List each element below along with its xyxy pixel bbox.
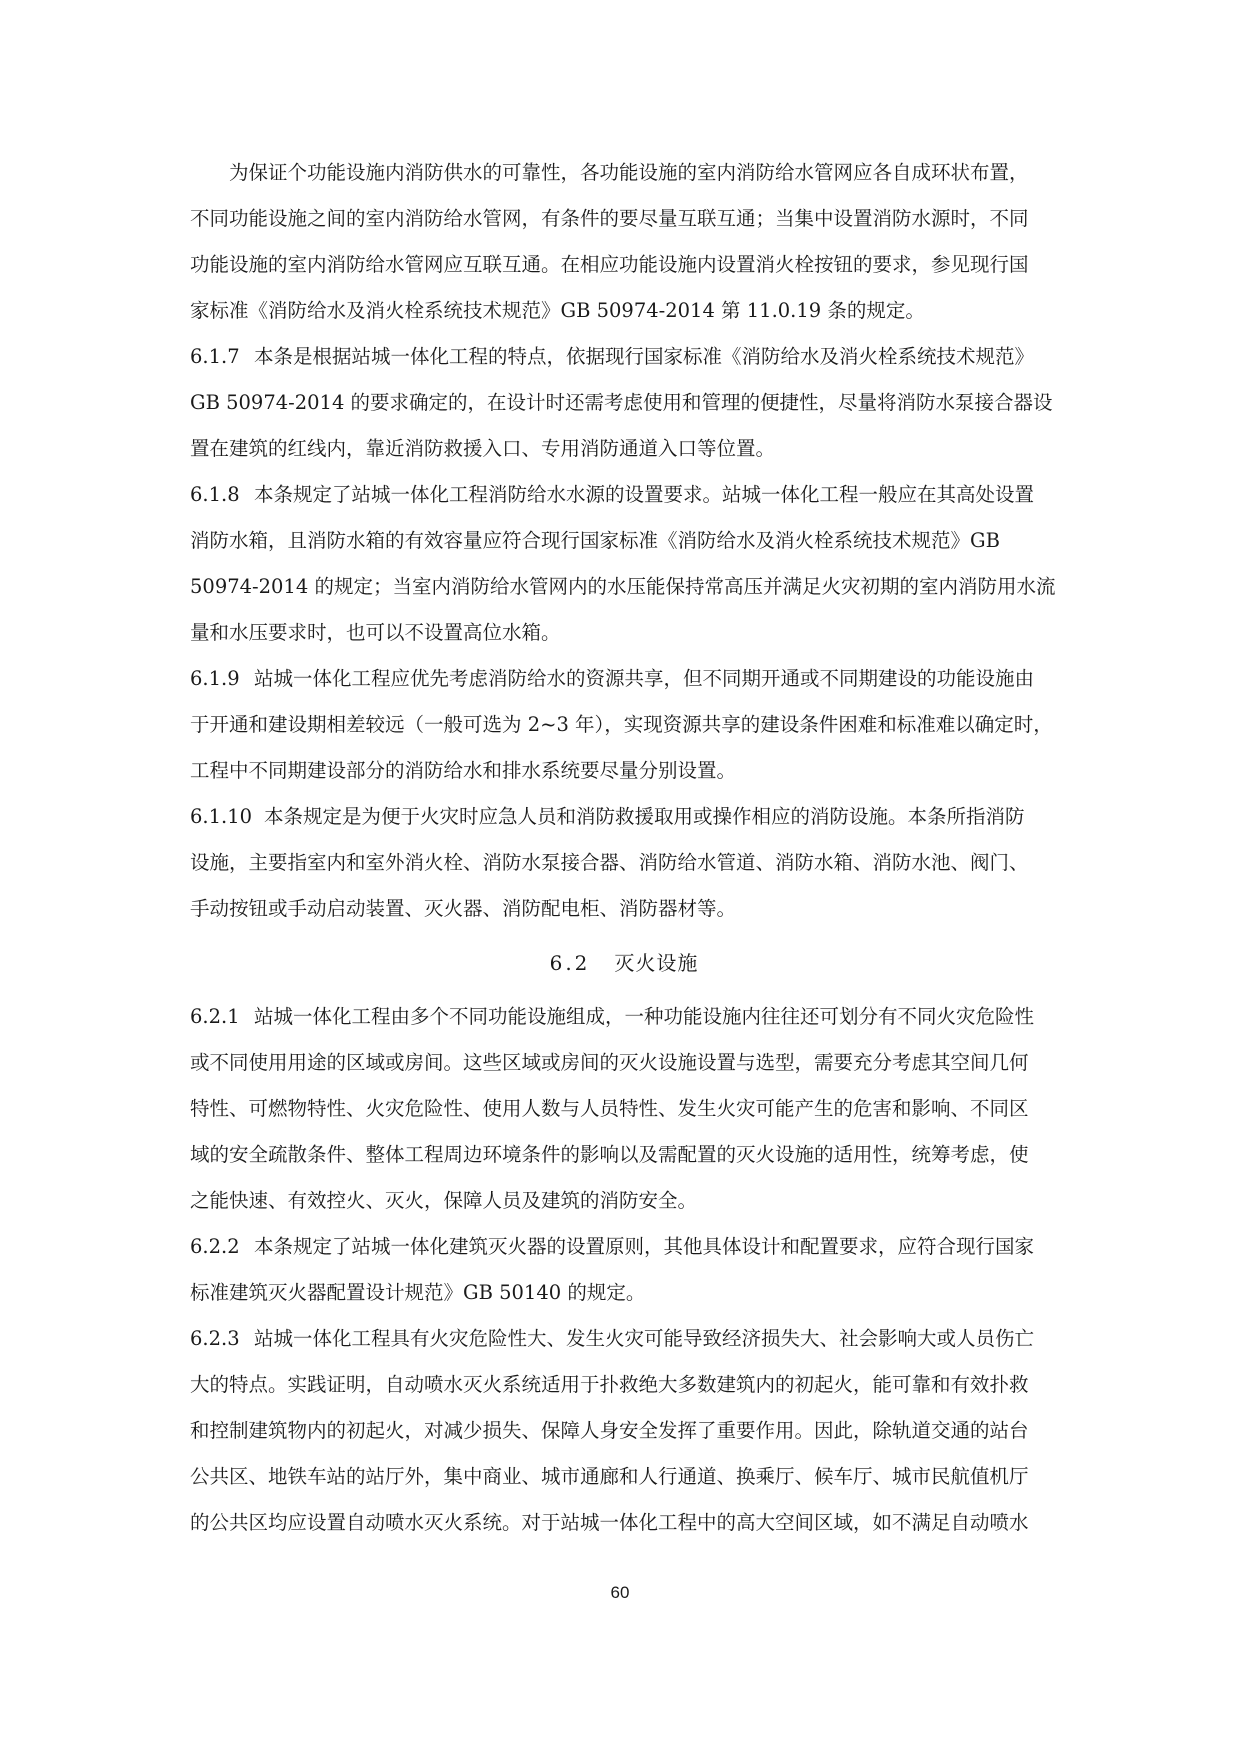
clause-number: 6.1.7 [190, 345, 240, 368]
clause-6-1-10 [190, 794, 1058, 932]
clause-line: 工程中不同期建设部分的消防给水和排水系统要尽量分别设置。 [190, 759, 737, 782]
clause-line: 或不同使用用途的区域或房间。这些区域或房间的灭火设施设置与选型，需要充分考虑其空间几何 [190, 1051, 1029, 1074]
clause-text: 站城一体化工程具有火灾危险性大、发生火灾可能导致经济损失大、社会影响大或人员伤亡 [254, 1327, 1035, 1350]
clause-number: 6.2.1 [190, 1005, 240, 1028]
paragraph-line: 功能设施的室内消防给水管网应互联互通。在相应功能设施内设置消火栓按钮的要求，参见现行国 [190, 253, 1029, 276]
paragraph-line: 家标准《消防给水及消火栓系统技术规范》GB 50974-2014 第 11.0.19 条的规定。 [190, 299, 925, 322]
clause-first-line [190, 794, 1058, 840]
clause-text: 本条规定了站城一体化工程消防给水水源的设置要求。站城一体化工程一般应在其高处设置 [254, 483, 1035, 506]
clause-number: 6.1.9 [190, 667, 240, 690]
page-body [190, 150, 1058, 1546]
clause-text: 站城一体化工程应优先考虑消防给水的资源共享，但不同期开通或不同期建设的功能设施由 [254, 667, 1035, 690]
clause-first-line [190, 334, 1058, 380]
clause-line: 置在建筑的红线内，靠近消防救援入口、专用消防通道入口等位置。 [190, 437, 776, 460]
clause-6-2-2 [190, 1224, 1058, 1316]
clause-line: 域的安全疏散条件、整体工程周边环境条件的影响以及需配置的灭火设施的适用性，统筹考虑，使 [190, 1143, 1029, 1166]
clause-6-1-7 [190, 334, 1058, 472]
clause-line: 之能快速、有效控火、灭火，保障人员及建筑的消防安全。 [190, 1189, 698, 1212]
clause-number: 6.2.2 [190, 1235, 240, 1258]
clause-text: 本条是根据站城一体化工程的特点，依据现行国家标准《消防给水及消火栓系统技术规范》 [254, 345, 1035, 368]
section-title: 灭火设施 [614, 951, 699, 975]
clause-6-2-1 [190, 994, 1058, 1224]
clause-line: 标准建筑灭火器配置设计规范》GB 50140 的规定。 [190, 1281, 646, 1304]
clause-line: 公共区、地铁车站的站厅外，集中商业、城市通廊和人行通道、换乘厅、候车厅、城市民航值机厅 [190, 1465, 1029, 1488]
paragraph-intro [190, 150, 1058, 334]
clause-line: 于开通和建设期相差较远（一般可选为 2~3 年），实现资源共享的建设条件困难和标准难以确定时， [190, 713, 1053, 736]
clause-text: 站城一体化工程由多个不同功能设施组成，一种功能设施内往往还可划分有不同火灾危险性 [254, 1005, 1035, 1028]
clause-number: 6.1.8 [190, 483, 240, 506]
clause-line: 大的特点。实践证明，自动喷水灭火系统适用于扑救绝大多数建筑内的初起火，能可靠和有效扑救 [190, 1373, 1029, 1396]
clause-first-line [190, 994, 1058, 1040]
clause-line: 量和水压要求时，也可以不设置高位水箱。 [190, 621, 561, 644]
clause-first-line [190, 1316, 1058, 1362]
clause-line: GB 50974-2014 的要求确定的，在设计时还需考虑使用和管理的便捷性，尽量将消防水泵接合器设 [190, 391, 1053, 414]
clause-line: 手动按钮或手动启动装置、灭火器、消防配电柜、消防器材等。 [190, 897, 737, 920]
clause-line: 50974-2014 的规定；当室内消防给水管网内的水压能保持常高压并满足火灾初期的室内消防用水流 [190, 575, 1056, 598]
clause-first-line [190, 1224, 1058, 1270]
section-number: 6.2 [549, 951, 591, 975]
clause-line: 特性、可燃物特性、火灾危险性、使用人数与人员特性、发生火灾可能产生的危害和影响、不同区 [190, 1097, 1029, 1120]
section-heading [190, 932, 1058, 994]
page-number: 60 [610, 1583, 630, 1602]
clause-line: 消防水箱，且消防水箱的有效容量应符合现行国家标准《消防给水及消火栓系统技术规范》GB [190, 529, 1000, 552]
clause-number: 6.1.10 [190, 805, 253, 828]
clause-number: 6.2.3 [190, 1327, 240, 1350]
clause-first-line [190, 656, 1058, 702]
clause-line: 设施，主要指室内和室外消火栓、消防水泵接合器、消防给水管道、消防水箱、消防水池、阀门、 [190, 851, 1029, 874]
clause-6-1-8 [190, 472, 1058, 656]
clause-6-1-9 [190, 656, 1058, 794]
paragraph-line: 不同功能设施之间的室内消防给水管网，有条件的要尽量互联互通；当集中设置消防水源时，不同 [190, 207, 1029, 230]
clause-text: 本条规定是为便于火灾时应急人员和消防救援取用或操作相应的消防设施。本条所指消防 [264, 805, 1025, 828]
clause-first-line [190, 472, 1058, 518]
clause-line: 和控制建筑物内的初起火，对减少损失、保障人身安全发挥了重要作用。因此，除轨道交通的站台 [190, 1419, 1029, 1442]
paragraph-line: 为保证个功能设施内消防供水的可靠性，各功能设施的室内消防给水管网应各自成环状布置， [229, 161, 1029, 184]
clause-line: 的公共区均应设置自动喷水灭火系统。对于站城一体化工程中的高大空间区域，如不满足自动喷水 [190, 1511, 1029, 1534]
clause-text: 本条规定了站城一体化建筑灭火器的设置原则，其他具体设计和配置要求，应符合现行国家 [254, 1235, 1035, 1258]
clause-6-2-3 [190, 1316, 1058, 1546]
